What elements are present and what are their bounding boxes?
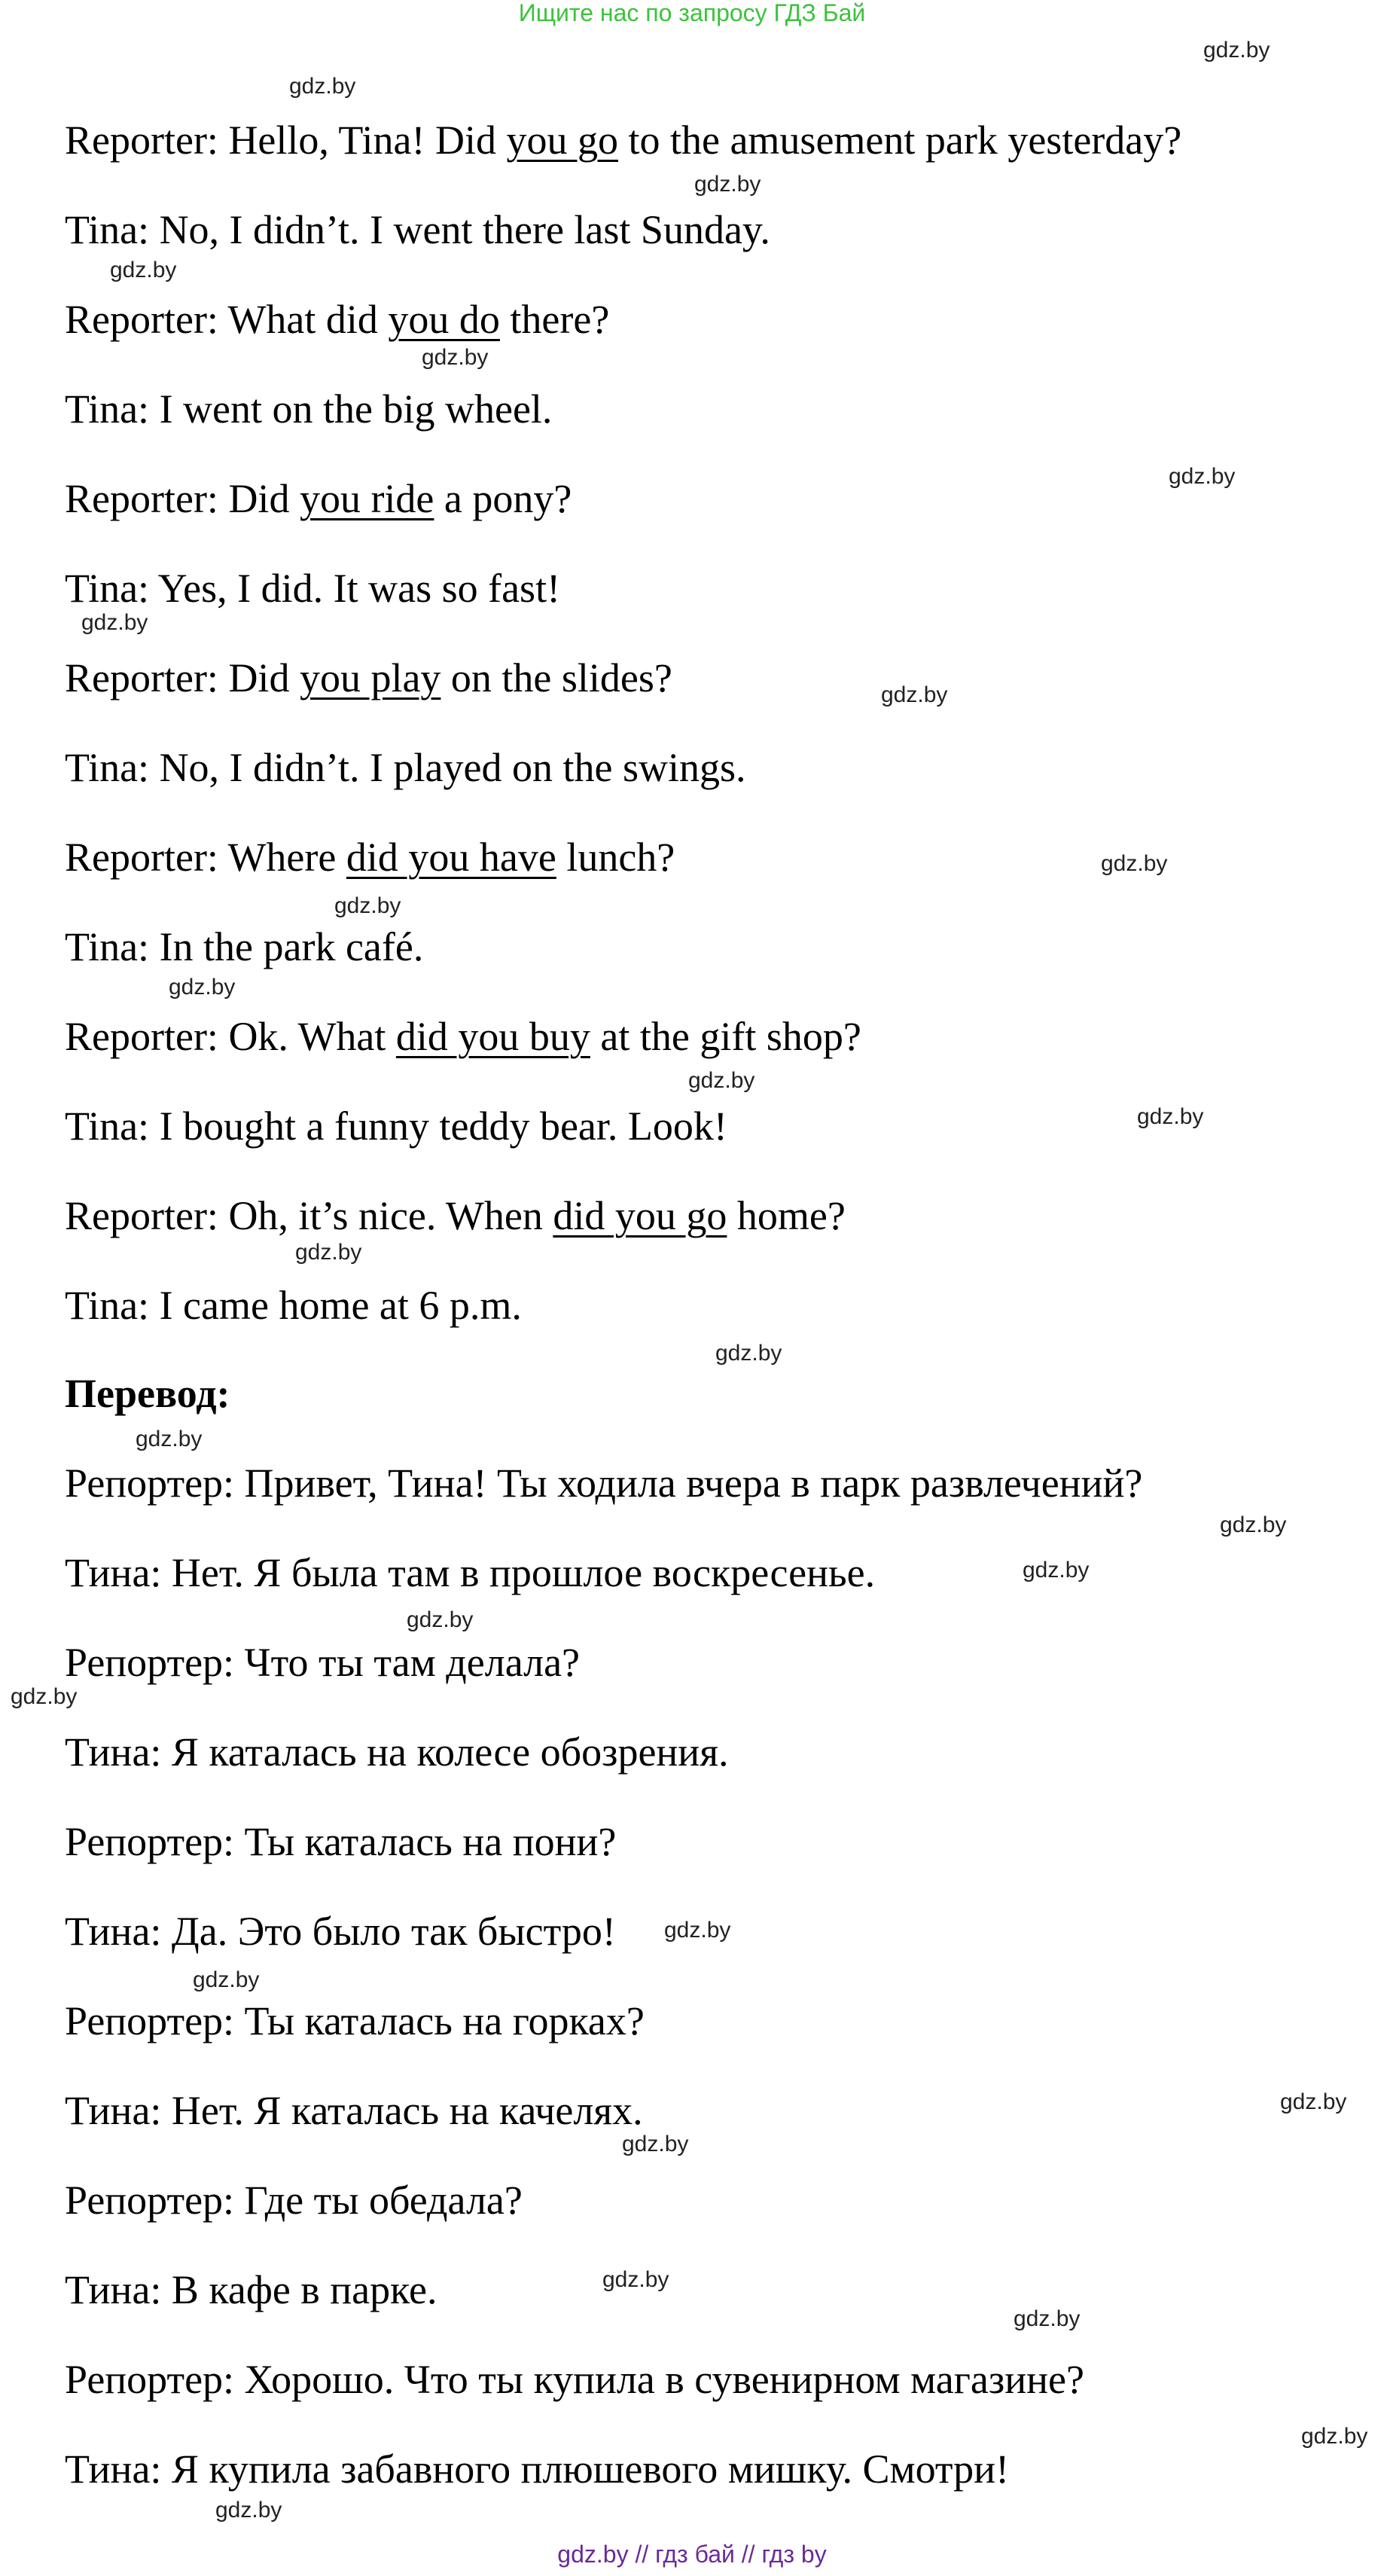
dialogue-line-en-2: Tina: No, I didn’t. I went there last Sunday. [65, 207, 770, 252]
watermark: gdz.by [1169, 464, 1236, 489]
watermark: gdz.by [11, 1684, 78, 1709]
dialogue-line-en-3: Reporter: What did you do there? [65, 297, 610, 342]
watermark: gdz.by [1014, 2306, 1081, 2331]
watermark: gdz.by [1101, 851, 1168, 876]
top-banner: Ищите нас по запросу ГДЗ Бай [518, 0, 866, 26]
dialogue-line-ru-10: Тина: В кафе в парке. [65, 2267, 437, 2312]
dialogue-line-en-5: Reporter: Did you ride a pony? [65, 476, 572, 521]
watermark: gdz.by [1280, 2089, 1347, 2114]
watermark: gdz.by [215, 2498, 282, 2523]
translation-heading: Перевод: [65, 1371, 230, 1416]
dialogue-line-en-12: Tina: I bought a funny teddy bear. Look! [65, 1103, 727, 1149]
watermark: gdz.by [110, 258, 177, 282]
dialogue-line-ru-12: Тина: Я купила забавного плюшевого мишку. Смотри! [65, 2446, 1010, 2492]
dialogue-line-en-14: Tina: I came home at 6 p.m. [65, 1283, 522, 1328]
watermark: gdz.by [602, 2267, 669, 2292]
dialogue-line-ru-1: Репортер: Привет, Тина! Ты ходила вчера в парк развлечений? [65, 1460, 1143, 1506]
watermark: gdz.by [688, 1068, 755, 1093]
dialogue-line-ru-8: Тина: Нет. Я каталась на качелях. [65, 2088, 643, 2133]
watermark: gdz.by [407, 1607, 474, 1632]
footer-links: gdz.by // гдз бай // гдз by [557, 2541, 827, 2568]
watermark: gdz.by [136, 1427, 203, 1451]
dialogue-line-en-1: Reporter: Hello, Tina! Did you go to the amusement park yesterday? [65, 118, 1182, 163]
dialogue-line-en-7: Reporter: Did you play on the slides? [65, 655, 672, 700]
watermark: gdz.by [1220, 1512, 1287, 1537]
dialogue-line-ru-3: Репортер: Что ты там делала? [65, 1640, 581, 1685]
watermark: gdz.by [715, 1341, 782, 1366]
watermark: gdz.by [289, 74, 356, 99]
dialogue-line-en-6: Tina: Yes, I did. It was so fast! [65, 566, 561, 611]
watermark: gdz.by [169, 975, 236, 1000]
dialogue-line-en-13: Reporter: Oh, it’s nice. When did you go home? [65, 1193, 846, 1238]
underlined-phrase: you go [506, 118, 618, 163]
watermark: gdz.by [1203, 38, 1270, 63]
dialogue-line-en-8: Tina: No, I didn’t. I played on the swings. [65, 745, 746, 790]
dialogue-line-ru-9: Репортер: Где ты обедала? [65, 2178, 523, 2223]
watermark: gdz.by [664, 1918, 731, 1943]
underlined-phrase: did you buy [395, 1014, 590, 1059]
watermark: gdz.by [1301, 2424, 1368, 2449]
dialogue-line-ru-11: Репортер: Хорошо. Что ты купила в сувенирном магазине? [65, 2357, 1084, 2402]
watermark: gdz.by [295, 1240, 362, 1265]
dialogue-line-ru-6: Тина: Да. Это было так быстро! [65, 1909, 616, 1954]
watermark: gdz.by [1023, 1558, 1090, 1583]
dialogue-line-ru-5: Репортер: Ты каталась на пони? [65, 1819, 617, 1864]
underlined-phrase: you do [388, 297, 500, 342]
underlined-phrase: did you have [346, 835, 556, 880]
watermark: gdz.by [193, 1967, 260, 1992]
watermark: gdz.by [334, 893, 401, 918]
watermark: gdz.by [694, 172, 761, 197]
watermark: gdz.by [1137, 1104, 1204, 1129]
watermark: gdz.by [81, 610, 148, 635]
dialogue-line-ru-4: Тина: Я каталась на колесе обозрения. [65, 1729, 729, 1775]
dialogue-line-en-10: Tina: In the park café. [65, 924, 424, 969]
underlined-phrase: did you go [553, 1193, 727, 1238]
watermark: gdz.by [422, 345, 489, 370]
dialogue-line-ru-2: Тина: Нет. Я была там в прошлое воскресенье. [65, 1550, 876, 1595]
dialogue-line-ru-7: Репортер: Ты каталась на горках? [65, 1998, 645, 2043]
dialogue-line-en-4: Tina: I went on the big wheel. [65, 386, 553, 432]
underlined-phrase: you play [299, 655, 441, 700]
underlined-phrase: you ride [299, 476, 434, 521]
watermark: gdz.by [881, 682, 948, 707]
watermark: gdz.by [622, 2132, 689, 2156]
dialogue-line-en-9: Reporter: Where did you have lunch? [65, 835, 675, 880]
dialogue-line-en-11: Reporter: Ok. What did you buy at the gift shop? [65, 1014, 861, 1059]
